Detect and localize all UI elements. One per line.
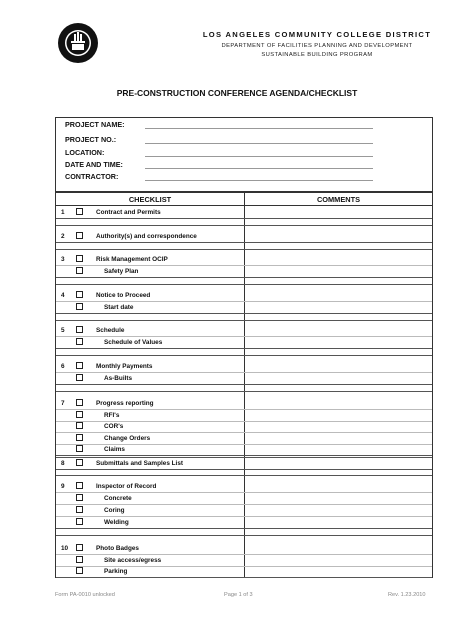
section-divider: [56, 284, 432, 285]
department-name: DEPARTMENT OF FACILITIES PLANNING AND DEVELOPMENT: [221, 43, 413, 49]
letterhead: [0, 30, 474, 58]
checklist-item-label: Safety Plan: [104, 268, 139, 275]
checklist-item-label: Monthly Payments: [96, 363, 153, 370]
checkbox[interactable]: [76, 303, 83, 310]
comments-column-header: COMMENTS: [316, 195, 361, 204]
checkbox[interactable]: [76, 567, 83, 574]
checklist-item-label: COR's: [104, 423, 124, 430]
item-number: 6: [61, 363, 65, 370]
checkbox[interactable]: [76, 374, 83, 381]
item-number: 5: [61, 327, 65, 334]
section-divider: [56, 535, 432, 536]
checkbox[interactable]: [76, 326, 83, 333]
checklist-item-label: RFI's: [104, 412, 120, 419]
row-divider: [56, 504, 432, 505]
checklist-item-label: As-Builts: [104, 375, 133, 382]
checklist-item-label: Contract and Permits: [96, 209, 161, 216]
row-divider: [56, 242, 432, 243]
checkbox[interactable]: [76, 506, 83, 513]
row-divider: [56, 277, 432, 278]
item-number: 10: [61, 545, 69, 552]
field-input-line[interactable]: [145, 180, 373, 181]
checkbox[interactable]: [76, 399, 83, 406]
section-divider: [56, 225, 432, 226]
checklist-table: [55, 192, 433, 578]
row-divider: [56, 348, 432, 349]
checklist-item-label: Site access/egress: [104, 557, 162, 564]
checklist-item-label: Risk Management OCIP: [96, 256, 168, 263]
checkbox[interactable]: [76, 208, 83, 215]
checklist-item-label: Photo Badges: [96, 545, 139, 552]
item-number: 4: [61, 292, 65, 299]
section-divider: [56, 475, 432, 476]
item-number: 2: [61, 233, 65, 240]
checkbox[interactable]: [76, 494, 83, 501]
checklist-item-label: Submittals and Samples List: [96, 460, 184, 467]
item-number: 3: [61, 256, 65, 263]
column-divider: [244, 193, 245, 577]
checkbox[interactable]: [76, 445, 83, 452]
field-label: PROJECT NAME:: [65, 120, 125, 129]
checklist-item-label: Schedule: [96, 327, 125, 334]
field-input-line[interactable]: [145, 128, 373, 129]
row-divider: [56, 265, 432, 266]
row-divider: [56, 421, 432, 422]
section-divider: [56, 320, 432, 321]
field-label: PROJECT NO.:: [65, 135, 117, 144]
row-divider: [56, 444, 432, 445]
item-number: 7: [61, 400, 65, 407]
row-divider: [56, 336, 432, 337]
field-input-line[interactable]: [145, 156, 373, 157]
checklist-item-label: Coring: [104, 507, 125, 514]
row-divider: [56, 492, 432, 493]
checkbox[interactable]: [76, 518, 83, 525]
checklist-item-label: Parking: [104, 568, 128, 575]
checkbox[interactable]: [76, 291, 83, 298]
checkbox[interactable]: [76, 434, 83, 441]
section-divider: [56, 249, 432, 250]
field-input-line[interactable]: [145, 168, 373, 169]
item-number: 1: [61, 209, 65, 216]
field-label: CONTRACTOR:: [65, 172, 119, 181]
checkbox[interactable]: [76, 255, 83, 262]
checklist-item-label: Progress reporting: [96, 400, 154, 407]
checklist-item-label: Start date: [104, 304, 134, 311]
footer-form-number: Form PA-0010 unlocked: [55, 592, 115, 598]
row-divider: [56, 218, 432, 219]
row-divider: [56, 432, 432, 433]
row-divider: [56, 577, 432, 578]
footer-revision: Rev. 1.23.2010: [388, 592, 426, 598]
row-divider: [56, 554, 432, 555]
checkbox[interactable]: [76, 338, 83, 345]
row-divider: [56, 516, 432, 517]
footer-page-number: Page 1 of 3: [224, 592, 253, 598]
checkbox[interactable]: [76, 459, 83, 466]
checkbox[interactable]: [76, 267, 83, 274]
checklist-column-header: CHECKLIST: [128, 195, 172, 204]
document-title: PRE-CONSTRUCTION CONFERENCE AGENDA/CHECKLIST: [116, 88, 358, 98]
checkbox[interactable]: [76, 422, 83, 429]
checkbox[interactable]: [76, 556, 83, 563]
checkbox[interactable]: [76, 232, 83, 239]
field-input-line[interactable]: [145, 143, 373, 144]
row-divider: [56, 469, 432, 470]
item-number: 8: [61, 460, 65, 467]
section-divider: [56, 457, 432, 458]
row-divider: [56, 455, 432, 456]
checklist-item-label: Inspector of Record: [96, 483, 157, 490]
org-name: LOS ANGELES COMMUNITY COLLEGE DISTRICT: [202, 30, 432, 39]
field-label: DATE AND TIME:: [65, 160, 123, 169]
row-divider: [56, 566, 432, 567]
checklist-item-label: Schedule of Values: [104, 339, 163, 346]
checklist-item-label: Notice to Proceed: [96, 292, 151, 299]
section-divider: [56, 355, 432, 356]
row-divider: [56, 528, 432, 529]
row-divider: [56, 372, 432, 373]
checklist-item-label: Concrete: [104, 495, 132, 502]
checklist-item-label: Claims: [104, 446, 125, 453]
section-divider: [56, 391, 432, 392]
checkbox[interactable]: [76, 411, 83, 418]
row-divider: [56, 313, 432, 314]
checkbox[interactable]: [76, 362, 83, 369]
row-divider: [56, 301, 432, 302]
row-divider: [56, 384, 432, 385]
checklist-item-label: Authority(s) and correspondence: [96, 233, 197, 240]
checkbox[interactable]: [76, 544, 83, 551]
item-number: 9: [61, 483, 65, 490]
checkbox[interactable]: [76, 482, 83, 489]
row-divider: [56, 409, 432, 410]
field-label: LOCATION:: [65, 148, 105, 157]
checklist-item-label: Welding: [104, 519, 129, 526]
checklist-item-label: Change Orders: [104, 435, 151, 442]
program-name: SUSTAINABLE BUILDING PROGRAM: [261, 52, 373, 58]
